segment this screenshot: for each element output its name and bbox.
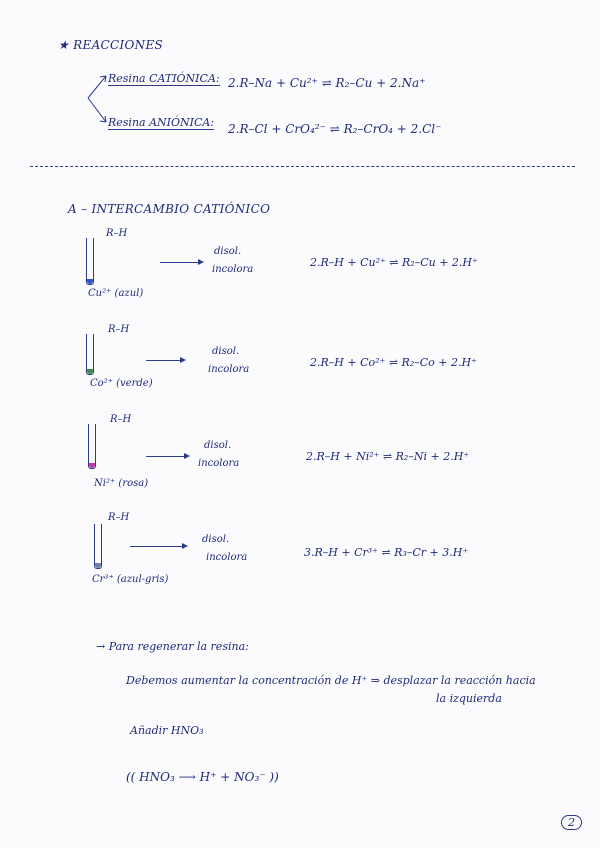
result-2-line2: incolora bbox=[208, 364, 250, 375]
tube-label-4: R–H bbox=[108, 512, 130, 523]
test-tube-4 bbox=[94, 524, 102, 569]
anionic-resin-label: Resina ANIÓNICA: bbox=[108, 116, 215, 129]
regen-equation: (( HNO₃ ⟶ H⁺ + NO₃⁻ )) bbox=[126, 770, 279, 784]
ion-label-1: Cu²⁺ (azul) bbox=[88, 288, 144, 299]
cationic-resin-label: Resina CATIÓNICA: bbox=[108, 72, 220, 85]
cationic-resin-equation: 2.R–Na + Cu²⁺ ⇌ R₂–Cu + 2.Na⁺ bbox=[228, 76, 426, 90]
result-4-line2: incolora bbox=[206, 552, 248, 563]
result-4-line1: disol. bbox=[202, 534, 230, 545]
ion-label-3: Ni²⁺ (rosa) bbox=[94, 478, 149, 489]
result-3-line2: incolora bbox=[198, 458, 240, 469]
regen-heading: → Para regenerar la resina: bbox=[96, 640, 249, 653]
exchange-equation-3: 2.R–H + Ni²⁺ ⇌ R₂–Ni + 2.H⁺ bbox=[306, 450, 470, 463]
anionic-resin-equation: 2.R–Cl + CrO₄²⁻ ⇌ R₂–CrO₄ + 2.Cl⁻ bbox=[228, 122, 442, 136]
section-title: A – INTERCAMBIO CATIÓNICO bbox=[68, 202, 271, 216]
test-tube-3 bbox=[88, 424, 96, 469]
tube-label-3: R–H bbox=[110, 414, 132, 425]
divider-line bbox=[30, 166, 575, 167]
ion-label-4: Cr³⁺ (azul-gris) bbox=[92, 574, 169, 585]
arrow-1 bbox=[160, 262, 202, 263]
page-number: 2 bbox=[561, 815, 582, 830]
arrow-2 bbox=[146, 360, 184, 361]
regen-add: Añadir HNO₃ bbox=[130, 724, 204, 737]
tube-label-1: R–H bbox=[106, 228, 128, 239]
page-title: ★ REACCIONES bbox=[58, 38, 164, 52]
arrow-4 bbox=[130, 546, 186, 547]
exchange-equation-4: 3.R–H + Cr³⁺ ⇌ R₃–Cr + 3.H⁺ bbox=[304, 546, 469, 559]
test-tube-1 bbox=[86, 238, 94, 285]
tube-label-2: R–H bbox=[108, 324, 130, 335]
regen-line-2: la izquierda bbox=[436, 692, 502, 705]
result-1-line1: disol. bbox=[214, 246, 242, 257]
result-3-line1: disol. bbox=[204, 440, 232, 451]
exchange-equation-1: 2.R–H + Cu²⁺ ⇌ R₂–Cu + 2.H⁺ bbox=[310, 256, 478, 269]
arrow-3 bbox=[146, 456, 188, 457]
result-2-line1: disol. bbox=[212, 346, 240, 357]
ion-label-2: Co²⁺ (verde) bbox=[90, 378, 153, 389]
test-tube-2 bbox=[86, 334, 94, 375]
exchange-equation-2: 2.R–H + Co²⁺ ⇌ R₂–Co + 2.H⁺ bbox=[310, 356, 477, 369]
result-1-line2: incolora bbox=[212, 264, 254, 275]
regen-line-1: Debemos aumentar la concentración de H⁺ ⇒ desplazar la reacción hacia bbox=[126, 674, 536, 687]
